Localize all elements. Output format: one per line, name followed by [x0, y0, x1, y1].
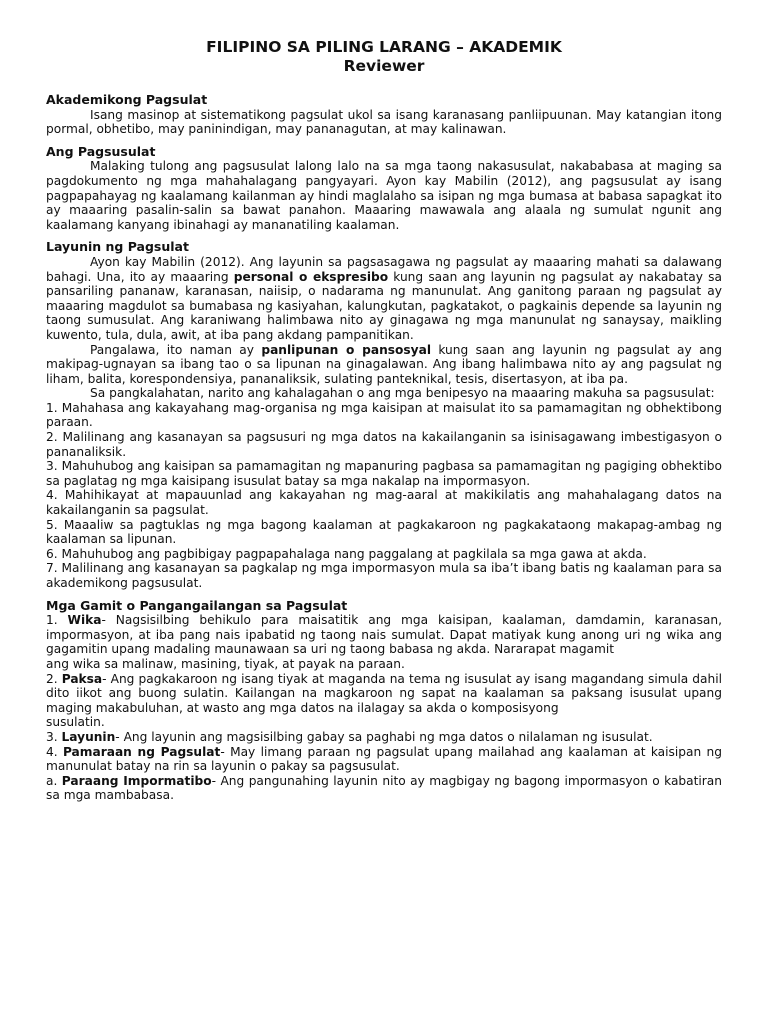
item-number: 4.: [46, 744, 63, 759]
item-number: 2.: [46, 671, 62, 686]
list-item: 4. Mahihikayat at mapauunlad ang kakayahan ng mag-aaral at makikilatis ang mahahalagang datos na kakailanganin sa pagsulat.: [46, 488, 722, 518]
item-number: a.: [46, 773, 62, 788]
list-item: 2. Malilinang ang kasanayan sa pagsusuri ng mga datos na kakailanganin sa isinisagawang imbestigasyon o pananaliksik.: [46, 430, 722, 459]
list-item: 1. Mahahasa ang kakayahang mag-organisa ng mga kaisipan at maisulat ito sa pamamagitan ng obhektibong paraan.: [46, 400, 722, 430]
paragraph: [46, 255, 722, 343]
text-span: - Ang pangunahing layunin nito ay magbigay ng bagong impormasyon o kabatiran sa mga mambabasa.: [46, 773, 722, 803]
list-item: 5. Maaaliw sa pagtuklas ng mga bagong kaalaman at pagkakaroon ng pagkakataong makapag-ambag ng kaalaman sa lipunan.: [46, 517, 722, 547]
list-item: 7. Malilinang ang kasanayan sa pagkalap ng mga impormasyon mula sa iba’t ibang batis ng kaalaman para sa akademikong pagsusulat.: [46, 561, 722, 590]
list-item: 3. Mahuhubog ang kaisipan sa pamamagitan ng mapanuring pagbasa sa pamamagitan ng pagiging obhektibo sa paglatag ng mga kaisipang isusulat batay sa mga nakalap na impormasyon.: [46, 459, 722, 488]
bold-term: personal o ekspresibo: [233, 269, 389, 284]
paragraph: Malaking tulong ang pagsusulat lalong lalo na sa mga taong nakasusulat, nakababasa at maging sa pagdokumento ng mga mahahalagang pangyayari. Ayon kay Mabilin (2012), ang pagsusulat ay isang pagpapahayag ng kaalamang kailanman ay hindi maglalaho sa isipan ng mga bumasa at babasa sapagkat ito ay maaaring pasalin-salin sa bawat panahon. Maaaring mawawala ang alaala ng sumulat ngunit ang kaalamang kanyang ibinahagi ay mananatiling kaalaman.: [46, 159, 722, 232]
text-span: kung saan ang layunin ng pagsulat ay ang makipag-ugnayan sa ibang tao o sa lipunan na ginagalawan. Ang ibang halimbawa nito ay ang pagsulat ng liham, balita, korespondensiya, pananaliksik, sulating panteknikal, tesis, disertasyon, at iba pa.: [46, 342, 723, 386]
text-span: Pangalawa, ito naman ay: [90, 342, 262, 357]
section-heading-layunin-ng-pagsulat: Layunin ng Pagsulat: [46, 239, 189, 255]
list-item-continuation: susulatin.: [46, 715, 105, 730]
section-heading-akademikong-pagsulat: Akademikong Pagsulat: [46, 92, 208, 107]
list-item: 6. Mahuhubog ang pagbibigay pagpapahalaga nang paggalang at pagkilala sa mga gawa at akda.: [46, 546, 647, 561]
section-heading-mga-gamit: Mga Gamit o Pangangailangan sa Pagsulat: [46, 597, 348, 613]
text-span: - May limang paraan ng pagsulat upang mailahad ang kaalaman at kaisipan ng manunulat batay na rin sa layunin o pakay sa pagsusulat.: [46, 744, 722, 774]
bold-term: Paraang Impormatibo: [61, 773, 212, 788]
bold-term: panlipunan o pansosyal: [261, 342, 431, 357]
text-span: - Ang pagkakaroon ng isang tiyak at maganda na tema ng isusulat ay isang magandang simula dahil dito iikot ang buong sulatin. Kailangan na magkaroon ng sapat na kaalaman sa paksang isusulat upang maging makabuluhan, at wasto ang mga datos na ilalagay sa akda o komposisyong: [46, 671, 722, 715]
bold-term: Wika: [67, 613, 102, 628]
text-span: - Nagsisilbing behikulo para maisatitik ang mga kaisipan, kaalaman, damdamin, karanasan, impormasyon, at iba pang nais ipabatid ng taong nais sumulat. Dapat matiyak kung anong uri ng wika ang gagamitin upang madaling maunawaan sa uri ng taong babasa ng akda. Nararapat magamit: [46, 613, 722, 657]
list-item: [46, 672, 722, 716]
document-title: FILIPINO SA PILING LARANG – AKADEMIK: [206, 38, 562, 56]
text-span: - Ang layunin ang magsisilbing gabay sa paghabi ng mga datos o nilalaman ng isusulat.: [115, 729, 653, 744]
bold-term: Paksa: [61, 671, 103, 686]
item-number: 3.: [46, 729, 62, 744]
list-item-continuation: ang wika sa malinaw, masining, tiyak, at payak na paraan.: [46, 656, 405, 671]
list-item: [46, 774, 722, 803]
list-item: [46, 613, 722, 657]
text-span: kung saan ang layunin ng pagsulat ay nakabatay sa pansariling pananaw, karanasan, naiisip, o nadarama ng manunulat. Ang ganitong paraan ng pagsulat ay maaaring magdulot sa bumabasa ng kasiyahan, kalungkutan, pagkatakot, o pagkainis depende sa layunin ng taong sumusulat. Ang karaniwang halimbawa nito ay ginagawa ng mga manunulat ng sanaysay, maikling kuwento, tula, dula, awit, at iba pang akdang pampanitikan.: [46, 269, 722, 342]
list-item: [46, 745, 722, 774]
bold-term: Layunin: [61, 729, 116, 744]
paragraph: Sa pangkalahatan, narito ang kahalagahan o ang mga benipesyo na maaaring makuha sa pagsusulat:: [90, 386, 715, 401]
section-heading-ang-pagsusulat: Ang Pagsusulat: [46, 143, 156, 159]
list-item: [46, 730, 722, 745]
item-number: 1.: [46, 613, 68, 628]
bold-term: Pamaraan ng Pagsulat: [62, 744, 221, 759]
document-header: [0, 38, 768, 76]
text-span: Ayon kay Mabilin (2012). Ang layunin sa pagsasagawa ng pagsulat ay maaaring mahati sa dalawang bahagi. Una, ito ay maaaring: [46, 254, 722, 284]
paragraph: [46, 343, 722, 387]
document-body: [46, 93, 722, 803]
document-subtitle: Reviewer: [343, 57, 425, 75]
paragraph: Isang masinop at sistematikong pagsulat ukol sa isang karanasang panliipuunan. May katangian itong pormal, obhetibo, may paninindigan, may pananagutan, at may kalinawan.: [46, 107, 722, 137]
